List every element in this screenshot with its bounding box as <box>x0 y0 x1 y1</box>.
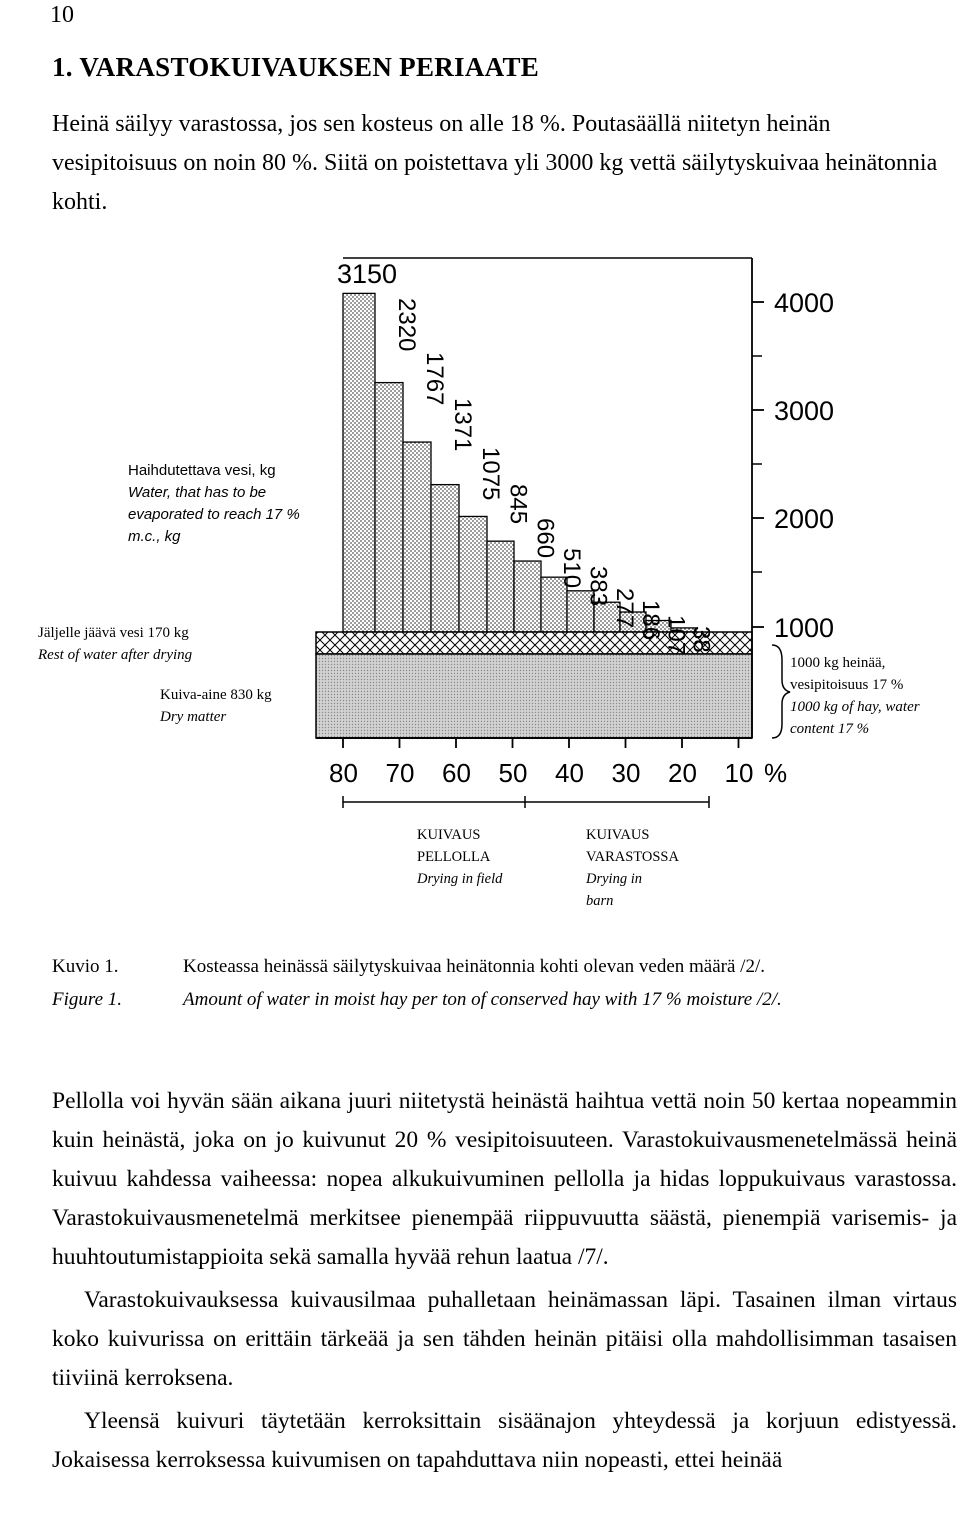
body-paragraph-1: Pellolla voi hyvän sään aikana juuri niitetystä heinästä haihtua vettä noin 50 kertaa nopeammin kuin heinästä, joka on jo kuivunut 20 % vesipitoisuuteen. Varastokuivausmenetelmässä heinä kuivuu kahdessa vaiheessa: nopea alkukuivuminen pellolla ja hidas loppukuivaus varastossa. Varastokuivausmenetelmä merkitsee pienempää riippuvuutta säästä, pienempiä varisemis- ja huuhtoutumistappioita sekä samalla hyvää rehun laatua /7/. <box>52 1088 957 1270</box>
bar-label: 383 <box>584 566 612 607</box>
x-tick-label: 20 <box>668 758 697 788</box>
bar-5 <box>487 541 514 632</box>
y-tick-label: 2000 <box>774 504 835 534</box>
x-tick-label: 60 <box>442 758 471 788</box>
rest-water-label-en: Rest of water after drying <box>38 647 193 663</box>
y-tick-label: 1000 <box>774 613 835 643</box>
dry-matter-label-en: Dry matter <box>160 709 227 725</box>
bar-label: 38 <box>687 626 715 653</box>
reference-hay-label-en: 1000 kg of hay, water content 17 % <box>790 699 920 737</box>
rest-water-label-fi: Jäljelle jäävä vesi 170 kg <box>38 625 189 641</box>
phase-field <box>417 824 577 890</box>
caption-fi-text: Kosteassa heinässä säilytyskuivaa heinätonnia kohti olevan veden määrä /2/. <box>183 956 765 977</box>
intro-paragraph: Heinä säilyy varastossa, jos sen kosteus on alle 18 %. Poutasäällä niitetyn heinän vesipitoisuus on noin 80 %. Siitä on poistettava yli 3000 kg vettä säilytyskuivaa heinätonnia kohti. <box>52 111 938 215</box>
bar-label: 1767 <box>421 352 448 406</box>
bar-label: 2320 <box>393 298 420 352</box>
bar-label: 660 <box>531 518 559 559</box>
water-label-fi: Haihdutettava vesi, kg <box>128 462 276 479</box>
dry-matter-band <box>316 654 752 738</box>
x-tick-label: 10 <box>724 758 754 788</box>
x-tick-label: 80 <box>329 758 358 788</box>
bar-0 <box>343 293 375 632</box>
x-tick-label: 40 <box>555 758 584 788</box>
body-text <box>52 1082 957 1484</box>
bar-1 <box>375 383 403 632</box>
bar-label: 277 <box>611 588 638 629</box>
caption-fi-label: Kuvio 1. <box>52 956 119 977</box>
bar-label: 107 <box>662 615 690 656</box>
bar-6 <box>514 561 541 632</box>
reference-brace <box>772 645 790 738</box>
y-tick-label: 4000 <box>774 288 835 318</box>
bar-3 <box>431 485 459 632</box>
bar-2 <box>403 442 431 632</box>
body-paragraph-3: Yleensä kuivuri täytetään kerroksittain sisäänajon yhteydessä ja korjuun edistyessä. Jokaisessa kerroksessa kuivumisen on tapahduttava niin nopeasti, ettei heinää <box>52 1408 957 1473</box>
bar-label: 510 <box>558 548 585 589</box>
phase-barn-en: Drying in barn <box>586 871 642 909</box>
x-tick-label: 50 <box>498 758 528 788</box>
page-number: 10 <box>50 2 74 28</box>
x-axis-unit: % <box>764 758 788 788</box>
phase-barn-fi: KUIVAUS VARASTOSSA <box>586 827 679 865</box>
caption-en-label: Figure 1. <box>52 989 123 1010</box>
bar-label-peak: 3150 <box>337 259 398 289</box>
phase-field-en: Drying in field <box>417 871 503 887</box>
bar-label: 186 <box>637 600 664 641</box>
caption-en-text: Amount of water in moist hay per ton of conserved hay with 17 % moisture /2/. <box>183 989 782 1010</box>
phase-brackets <box>0 790 960 820</box>
body-paragraph-2: Varastokuivauksessa kuivausilmaa puhalletaan heinämassan läpi. Tasainen ilman virtaus koko kuivurissa on erittäin tärkeää ja sen tähden heinän pitäisi olla mahdollisimman tasaisen tiiviinä kerroksena. <box>52 1287 957 1391</box>
water-label-en: Water, that has to be evaporated to reach 17 % m.c., kg <box>128 484 300 545</box>
x-tick-label: 30 <box>611 758 641 788</box>
phase-barn <box>586 824 746 912</box>
phase-field-fi: KUIVAUS PELLOLLA <box>417 827 491 865</box>
reference-hay-label-fi: 1000 kg heinää, vesipitoisuus 17 % <box>790 655 904 693</box>
dry-matter-label-fi: Kuiva-aine 830 kg <box>160 687 272 703</box>
bar-label: 845 <box>504 484 532 525</box>
x-tick-label: 70 <box>385 758 415 788</box>
y-tick-label: 3000 <box>774 396 835 426</box>
bar-label: 1371 <box>449 398 476 452</box>
section-heading: 1. VARASTOKUIVAUKSEN PERIAATE <box>52 52 540 82</box>
bar-label: 1075 <box>477 447 504 501</box>
bar-4 <box>459 516 487 632</box>
